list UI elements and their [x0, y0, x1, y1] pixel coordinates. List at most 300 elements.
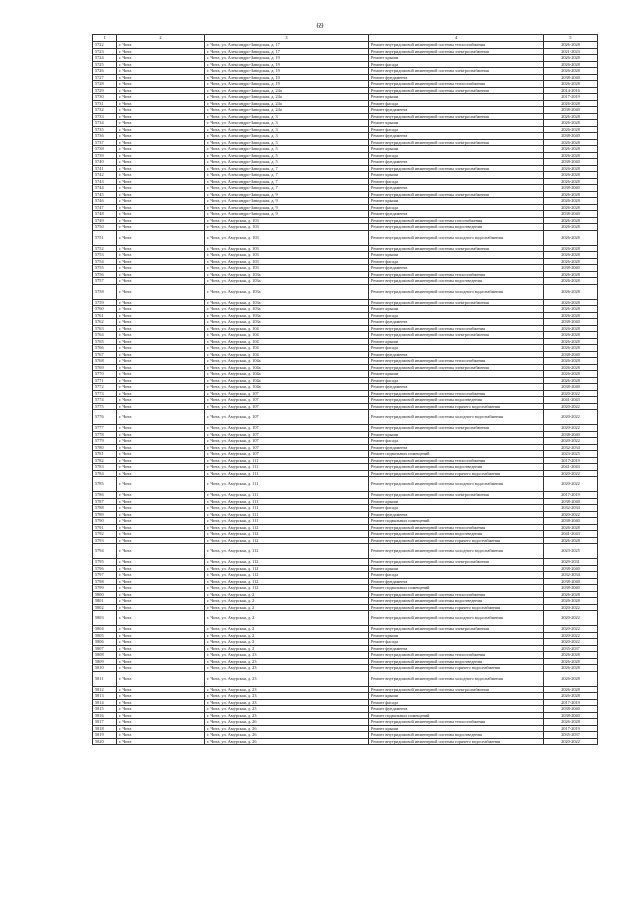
row-number-cell: 5813	[93, 693, 117, 700]
work-type-cell: Ремонт внутридомовой инженерной системы теплоснабжения	[369, 524, 544, 531]
municipality-cell: г. Чита	[117, 604, 205, 611]
municipality-cell: г. Чита	[117, 345, 205, 352]
row-number-cell: 5797	[93, 572, 117, 579]
municipality-cell: г. Чита	[117, 559, 205, 566]
address-cell: г. Чита, ул. Александро-Заводская, д. 19	[205, 74, 369, 81]
address-cell: г. Чита, ул. Амурская, д. 111	[205, 511, 369, 518]
row-number-cell: 5726	[93, 68, 117, 75]
period-cell: 2026-2028	[544, 191, 598, 198]
period-cell: 2026-2028	[544, 652, 598, 659]
period-cell: 2026-2028	[544, 217, 598, 224]
work-type-cell: Ремонт внутридомовой инженерной системы электроснабжения	[369, 48, 544, 55]
address-cell: г. Чита, ул. Амурская, д. 111	[205, 477, 369, 492]
municipality-cell: г. Чита	[117, 457, 205, 464]
work-type-cell: Ремонт фундамента	[369, 578, 544, 585]
table-row	[93, 738, 598, 745]
row-number-cell: 5727	[93, 74, 117, 81]
municipality-cell: г. Чита	[117, 146, 205, 153]
address-cell: г. Чита, ул. Амурская, д. 107	[205, 444, 369, 451]
work-type-cell: Ремонт фасада	[369, 505, 544, 512]
address-cell: г. Чита, ул. Амурская, д. 111	[205, 457, 369, 464]
row-number-cell: 5725	[93, 61, 117, 68]
municipality-cell: г. Чита	[117, 245, 205, 252]
municipality-cell: г. Чита	[117, 319, 205, 326]
period-cell: 2026-2028	[544, 152, 598, 159]
work-type-cell: Ремонт внутридомовой инженерной системы электроснабжения	[369, 492, 544, 499]
row-number-cell: 5791	[93, 524, 117, 531]
work-type-cell: Ремонт внутридомовой инженерной системы теплоснабжения	[369, 271, 544, 278]
row-number-cell: 5809	[93, 658, 117, 665]
work-type-cell: Ремонт внутридомовой инженерной системы теплоснабжения	[369, 719, 544, 726]
address-cell: г. Чита, ул. Александро-Заводская, д. 19	[205, 81, 369, 88]
period-cell: 2026-2028	[544, 312, 598, 319]
period-cell: 2038-2040	[544, 185, 598, 192]
row-number-cell: 5734	[93, 120, 117, 127]
address-cell: г. Чита, ул. Амурская, д. 23	[205, 693, 369, 700]
work-type-cell: Ремонт внутридомовой инженерной системы холодного водоснабжения	[369, 611, 544, 626]
municipality-cell: г. Чита	[117, 278, 205, 285]
municipality-cell: г. Чита	[117, 431, 205, 438]
municipality-cell: г. Чита	[117, 611, 205, 626]
municipality-cell: г. Чита	[117, 271, 205, 278]
row-number-cell: 5787	[93, 498, 117, 505]
work-type-cell: Ремонт фундамента	[369, 384, 544, 391]
work-type-cell: Ремонт фундамента	[369, 511, 544, 518]
row-number-cell: 5785	[93, 477, 117, 492]
work-type-cell: Ремонт фасада	[369, 345, 544, 352]
address-cell: г. Чита, ул. Амурская, д. 23	[205, 671, 369, 686]
municipality-cell: г. Чита	[117, 686, 205, 693]
table-row	[93, 544, 598, 559]
row-number-cell: 5762	[93, 319, 117, 326]
work-type-cell: Ремонт внутридомовой инженерной системы газоснабжения	[369, 217, 544, 224]
period-cell: 2026-2028	[544, 55, 598, 62]
municipality-cell: г. Чита	[117, 113, 205, 120]
row-number-cell: 5747	[93, 204, 117, 211]
row-number-cell: 5722	[93, 42, 117, 49]
address-cell: г. Чита, ул. Амурская, д. 103	[205, 217, 369, 224]
period-cell: 2017-2019	[544, 492, 598, 499]
row-number-cell: 5807	[93, 645, 117, 652]
row-number-cell: 5810	[93, 665, 117, 672]
address-cell: г. Чита, ул. Амурская, д. 26	[205, 719, 369, 726]
table-body	[93, 42, 598, 745]
municipality-cell: г. Чита	[117, 204, 205, 211]
period-cell: 2017-2019	[544, 725, 598, 732]
municipality-cell: г. Чита	[117, 159, 205, 166]
address-cell: г. Чита, ул. Амурская, д. 2	[205, 611, 369, 626]
work-type-cell: Ремонт внутридомовой инженерной системы горячего водоснабжения	[369, 403, 544, 410]
work-type-cell: Ремонт фасада	[369, 258, 544, 265]
municipality-cell: г. Чита	[117, 719, 205, 726]
period-cell: 2032-2034	[544, 572, 598, 579]
municipality-cell: г. Чита	[117, 152, 205, 159]
municipality-cell: г. Чита	[117, 217, 205, 224]
municipality-cell: г. Чита	[117, 699, 205, 706]
work-type-cell: Ремонт внутридомовой инженерной системы водоотведения	[369, 732, 544, 739]
municipality-cell: г. Чита	[117, 258, 205, 265]
row-number-cell: 5723	[93, 48, 117, 55]
work-type-cell: Ремонт внутридомовой инженерной системы горячего водоснабжения	[369, 665, 544, 672]
work-type-cell: Ремонт внутридомовой инженерной системы теплоснабжения	[369, 390, 544, 397]
municipality-cell: г. Чита	[117, 211, 205, 218]
period-cell: 2038-2040	[544, 319, 598, 326]
address-cell: г. Чита, ул. Амурская, д. 112	[205, 531, 369, 538]
address-cell: г. Чита, ул. Амурская, д. 26	[205, 725, 369, 732]
period-cell: 2038-2040	[544, 211, 598, 218]
municipality-cell: г. Чита	[117, 665, 205, 672]
row-number-cell: 5795	[93, 559, 117, 566]
municipality-cell: г. Чита	[117, 671, 205, 686]
work-type-cell: Ремонт фасада	[369, 639, 544, 646]
work-type-cell: Ремонт фасада	[369, 100, 544, 107]
address-cell: г. Чита, ул. Амурская, д. 107	[205, 425, 369, 432]
municipality-cell: г. Чита	[117, 139, 205, 146]
address-cell: г. Чита, ул. Александро-Заводская, д. 7	[205, 165, 369, 172]
municipality-cell: г. Чита	[117, 351, 205, 358]
municipality-cell: г. Чита	[117, 252, 205, 259]
municipality-cell: г. Чита	[117, 498, 205, 505]
work-type-cell: Ремонт крыши	[369, 565, 544, 572]
address-cell: г. Чита, ул. Амурская, д. 103	[205, 224, 369, 231]
work-type-cell: Ремонт внутридомовой инженерной системы теплоснабжения	[369, 591, 544, 598]
work-type-cell: Ремонт внутридомовой инженерной системы электроснабжения	[369, 245, 544, 252]
row-number-cell: 5733	[93, 113, 117, 120]
work-type-cell: Ремонт крыши	[369, 725, 544, 732]
address-cell: г. Чита, ул. Александро-Заводская, д. 9	[205, 191, 369, 198]
address-cell: г. Чита, ул. Амурская, д. 103	[205, 245, 369, 252]
address-cell: г. Чита, ул. Александро-Заводская, д. 24а	[205, 94, 369, 101]
address-cell: г. Чита, ул. Амурская, д. 26	[205, 732, 369, 739]
period-cell: 2038-2040	[544, 384, 598, 391]
work-type-cell: Ремонт внутридомовой инженерной системы водоотведения	[369, 224, 544, 231]
period-cell: 2026-2028	[544, 524, 598, 531]
municipality-cell: г. Чита	[117, 384, 205, 391]
period-cell: 2026-2028	[544, 198, 598, 205]
row-number-cell: 5750	[93, 224, 117, 231]
municipality-cell: г. Чита	[117, 645, 205, 652]
row-number-cell: 5800	[93, 591, 117, 598]
address-cell: г. Чита, ул. Амурская, д. 23	[205, 699, 369, 706]
period-cell: 2026-2028	[544, 693, 598, 700]
row-number-cell: 5746	[93, 198, 117, 205]
row-number-cell: 5776	[93, 410, 117, 425]
work-type-cell: Ремонт крыши	[369, 632, 544, 639]
period-cell: 2041-2043	[544, 531, 598, 538]
period-cell: 2023-2025	[544, 451, 598, 458]
row-number-cell: 5745	[93, 191, 117, 198]
address-cell: г. Чита, ул. Александро-Заводская, д. 5	[205, 159, 369, 166]
period-cell: 2026-2028	[544, 271, 598, 278]
address-cell: г. Чита, ул. Александро-Заводская, д. 19	[205, 61, 369, 68]
work-type-cell: Ремонт внутридомовой инженерной системы электроснабжения	[369, 364, 544, 371]
address-cell: г. Чита, ул. Амурская, д. 112	[205, 544, 369, 559]
municipality-cell: г. Чита	[117, 403, 205, 410]
row-number-cell: 5788	[93, 505, 117, 512]
work-type-cell: Ремонт крыши	[369, 172, 544, 179]
address-cell: г. Чита, ул. Амурская, д. 23	[205, 665, 369, 672]
municipality-cell: г. Чита	[117, 505, 205, 512]
address-cell: г. Чита, ул. Амурская, д. 107	[205, 403, 369, 410]
row-number-cell: 5811	[93, 671, 117, 686]
period-cell: 2026-2028	[544, 332, 598, 339]
row-number-cell: 5754	[93, 258, 117, 265]
municipality-cell: г. Чита	[117, 165, 205, 172]
work-type-cell: Ремонт фундамента	[369, 107, 544, 114]
work-type-cell: Ремонт фасада	[369, 438, 544, 445]
row-number-cell: 5732	[93, 107, 117, 114]
address-cell: г. Чита, ул. Александро-Заводская, д. 17	[205, 48, 369, 55]
table-header-row	[93, 35, 598, 42]
address-cell: г. Чита, ул. Амурская, д. 107	[205, 397, 369, 404]
work-type-cell: Ремонт внутридомовой инженерной системы теплоснабжения	[369, 652, 544, 659]
work-type-cell: Ремонт внутридомовой инженерной системы электроснабжения	[369, 191, 544, 198]
row-number-cell: 5761	[93, 312, 117, 319]
work-type-cell: Ремонт фасада	[369, 699, 544, 706]
address-cell: г. Чита, ул. Амурская, д. 111	[205, 492, 369, 499]
municipality-cell: г. Чита	[117, 306, 205, 313]
address-cell: г. Чита, ул. Амурская, д. 26	[205, 738, 369, 745]
work-type-cell: Ремонт внутридомовой инженерной системы холодного водоснабжения	[369, 284, 544, 299]
work-type-cell: Ремонт подвальных помещений	[369, 585, 544, 592]
period-cell: 2023-2025	[544, 544, 598, 559]
row-number-cell: 5782	[93, 457, 117, 464]
address-cell: г. Чита, ул. Амурская, д. 104а	[205, 384, 369, 391]
address-cell: г. Чита, ул. Амурская, д. 104а	[205, 358, 369, 365]
row-number-cell: 5775	[93, 403, 117, 410]
address-cell: г. Чита, ул. Амурская, д. 2	[205, 604, 369, 611]
address-cell: г. Чита, ул. Амурская, д. 103	[205, 258, 369, 265]
period-cell: 2026-2028	[544, 61, 598, 68]
address-cell: г. Чита, ул. Амурская, д. 103а	[205, 306, 369, 313]
column-header-5: 5	[544, 35, 598, 42]
row-number-cell: 5753	[93, 252, 117, 259]
work-type-cell: Ремонт внутридомовой инженерной системы электроснабжения	[369, 113, 544, 120]
address-cell: г. Чита, ул. Александро-Заводская, д. 19	[205, 55, 369, 62]
row-number-cell: 5729	[93, 87, 117, 94]
work-type-cell: Ремонт фундамента	[369, 351, 544, 358]
row-number-cell: 5742	[93, 172, 117, 179]
period-cell: 2020-2022	[544, 632, 598, 639]
row-number-cell: 5796	[93, 565, 117, 572]
address-cell: г. Чита, ул. Александро-Заводская, д. 3	[205, 120, 369, 127]
address-cell: г. Чита, ул. Александро-Заводская, д. 3	[205, 126, 369, 133]
column-header-2: 2	[117, 35, 205, 42]
period-cell: 2026-2028	[544, 671, 598, 686]
address-cell: г. Чита, ул. Амурская, д. 103	[205, 265, 369, 272]
work-type-cell: Ремонт внутридомовой инженерной системы электроснабжения	[369, 68, 544, 75]
municipality-cell: г. Чита	[117, 377, 205, 384]
row-number-cell: 5768	[93, 358, 117, 365]
address-cell: г. Чита, ул. Александро-Заводская, д. 5	[205, 146, 369, 153]
address-cell: г. Чита, ул. Александро-Заводская, д. 24а	[205, 107, 369, 114]
period-cell: 2026-2028	[544, 338, 598, 345]
address-cell: г. Чита, ул. Амурская, д. 111	[205, 470, 369, 477]
address-cell: г. Чита, ул. Амурская, д. 111	[205, 518, 369, 525]
address-cell: г. Чита, ул. Амурская, д. 103а	[205, 299, 369, 306]
row-number-cell: 5772	[93, 384, 117, 391]
municipality-cell: г. Чита	[117, 61, 205, 68]
municipality-cell: г. Чита	[117, 87, 205, 94]
municipality-cell: г. Чита	[117, 48, 205, 55]
row-number-cell: 5771	[93, 377, 117, 384]
work-type-cell: Ремонт внутридомовой инженерной системы горячего водоснабжения	[369, 537, 544, 544]
address-cell: г. Чита, ул. Амурская, д. 103а	[205, 319, 369, 326]
period-cell: 2032-2034	[544, 444, 598, 451]
row-number-cell: 5743	[93, 178, 117, 185]
municipality-cell: г. Чита	[117, 230, 205, 245]
municipality-cell: г. Чита	[117, 133, 205, 140]
municipality-cell: г. Чита	[117, 658, 205, 665]
work-type-cell: Ремонт внутридомовой инженерной системы теплоснабжения	[369, 42, 544, 49]
municipality-cell: г. Чита	[117, 738, 205, 745]
work-type-cell: Ремонт крыши	[369, 198, 544, 205]
municipality-cell: г. Чита	[117, 364, 205, 371]
address-cell: г. Чита, ул. Амурская, д. 23	[205, 706, 369, 713]
row-number-cell: 5784	[93, 470, 117, 477]
period-cell: 2041-2043	[544, 464, 598, 471]
address-cell: г. Чита, ул. Александро-Заводская, д. 7	[205, 172, 369, 179]
work-type-cell: Ремонт внутридомовой инженерной системы водоотведения	[369, 598, 544, 605]
period-cell: 2021-2023	[544, 48, 598, 55]
address-cell: г. Чита, ул. Амурская, д. 107	[205, 410, 369, 425]
period-cell: 2026-2028	[544, 598, 598, 605]
period-cell: 2026-2028	[544, 68, 598, 75]
period-cell: 2020-2022	[544, 604, 598, 611]
work-type-cell: Ремонт внутридомовой инженерной системы водоотведения	[369, 278, 544, 285]
municipality-cell: г. Чита	[117, 732, 205, 739]
row-number-cell: 5804	[93, 626, 117, 633]
municipality-cell: г. Чита	[117, 626, 205, 633]
work-type-cell: Ремонт фундамента	[369, 706, 544, 713]
period-cell: 2020-2022	[544, 738, 598, 745]
period-cell: 2026-2028	[544, 364, 598, 371]
row-number-cell: 5794	[93, 544, 117, 559]
municipality-cell: г. Чита	[117, 639, 205, 646]
row-number-cell: 5764	[93, 332, 117, 339]
work-type-cell: Ремонт внутридомовой инженерной системы горячего водоснабжения	[369, 470, 544, 477]
work-type-cell: Ремонт фасада	[369, 126, 544, 133]
row-number-cell: 5803	[93, 611, 117, 626]
period-cell: 2035-2037	[544, 732, 598, 739]
period-cell: 2038-2040	[544, 265, 598, 272]
period-cell: 2026-2028	[544, 120, 598, 127]
municipality-cell: г. Чита	[117, 632, 205, 639]
row-number-cell: 5773	[93, 390, 117, 397]
address-cell: г. Чита, ул. Амурская, д. 104а	[205, 377, 369, 384]
municipality-cell: г. Чита	[117, 725, 205, 732]
capital-repair-table	[92, 34, 598, 745]
municipality-cell: г. Чита	[117, 578, 205, 585]
period-cell: 2038-2040	[544, 706, 598, 713]
row-number-cell: 5735	[93, 126, 117, 133]
period-cell: 2038-2040	[544, 133, 598, 140]
period-cell: 2038-2040	[544, 498, 598, 505]
row-number-cell: 5752	[93, 245, 117, 252]
row-number-cell: 5786	[93, 492, 117, 499]
municipality-cell: г. Чита	[117, 120, 205, 127]
municipality-cell: г. Чита	[117, 451, 205, 458]
row-number-cell: 5819	[93, 732, 117, 739]
work-type-cell: Ремонт внутридомовой инженерной системы электроснабжения	[369, 626, 544, 633]
row-number-cell: 5793	[93, 537, 117, 544]
period-cell: 2038-2040	[544, 74, 598, 81]
work-type-cell: Ремонт фундамента	[369, 211, 544, 218]
municipality-cell: г. Чита	[117, 585, 205, 592]
period-cell: 2026-2028	[544, 165, 598, 172]
work-type-cell: Ремонт внутридомовой инженерной системы электроснабжения	[369, 87, 544, 94]
work-type-cell: Ремонт фундамента	[369, 265, 544, 272]
municipality-cell: г. Чита	[117, 390, 205, 397]
row-number-cell: 5798	[93, 578, 117, 585]
address-cell: г. Чита, ул. Амурская, д. 107	[205, 438, 369, 445]
municipality-cell: г. Чита	[117, 178, 205, 185]
address-cell: г. Чита, ул. Амурская, д. 103а	[205, 278, 369, 285]
address-cell: г. Чита, ул. Александро-Заводская, д. 9	[205, 198, 369, 205]
row-number-cell: 5740	[93, 159, 117, 166]
work-type-cell: Ремонт фундамента	[369, 159, 544, 166]
period-cell: 2020-2022	[544, 470, 598, 477]
row-number-cell: 5769	[93, 364, 117, 371]
work-type-cell: Ремонт фасада	[369, 152, 544, 159]
municipality-cell: г. Чита	[117, 693, 205, 700]
municipality-cell: г. Чита	[117, 107, 205, 114]
work-type-cell: Ремонт фундамента	[369, 133, 544, 140]
address-cell: г. Чита, ул. Амурская, д. 112	[205, 585, 369, 592]
address-cell: г. Чита, ул. Амурская, д. 112	[205, 524, 369, 531]
address-cell: г. Чита, ул. Амурская, д. 112	[205, 537, 369, 544]
address-cell: г. Чита, ул. Амурская, д. 104а	[205, 371, 369, 378]
work-type-cell: Ремонт фундамента	[369, 185, 544, 192]
row-number-cell: 5808	[93, 652, 117, 659]
period-cell: 2026-2028	[544, 686, 598, 693]
address-cell: г. Чита, ул. Александро-Заводская, д. 19	[205, 68, 369, 75]
municipality-cell: г. Чита	[117, 477, 205, 492]
period-cell: 2026-2028	[544, 299, 598, 306]
work-type-cell: Ремонт внутридомовой инженерной системы электроснабжения	[369, 139, 544, 146]
row-number-cell: 5751	[93, 230, 117, 245]
row-number-cell: 5789	[93, 511, 117, 518]
municipality-cell: г. Чита	[117, 68, 205, 75]
row-number-cell: 5770	[93, 371, 117, 378]
period-cell: 2020-2022	[544, 511, 598, 518]
period-cell: 2017-2019	[544, 699, 598, 706]
period-cell: 2026-2028	[544, 42, 598, 49]
period-cell: 2020-2022	[544, 611, 598, 626]
address-cell: г. Чита, ул. Александро-Заводская, д. 9	[205, 204, 369, 211]
address-cell: г. Чита, ул. Александро-Заводская, д. 3	[205, 113, 369, 120]
period-cell: 2026-2028	[544, 172, 598, 179]
municipality-cell: г. Чита	[117, 464, 205, 471]
municipality-cell: г. Чита	[117, 444, 205, 451]
row-number-cell: 5799	[93, 585, 117, 592]
period-cell: 2038-2040	[544, 107, 598, 114]
period-cell: 2026-2028	[544, 358, 598, 365]
table-row	[93, 671, 598, 686]
table-row	[93, 410, 598, 425]
row-number-cell: 5763	[93, 325, 117, 332]
work-type-cell: Ремонт внутридомовой инженерной системы холодного водоснабжения	[369, 544, 544, 559]
period-cell: 2038-2040	[544, 565, 598, 572]
work-type-cell: Ремонт фасада	[369, 572, 544, 579]
address-cell: г. Чита, ул. Амурская, д. 103а	[205, 284, 369, 299]
address-cell: г. Чита, ул. Амурская, д. 104	[205, 338, 369, 345]
period-cell: 2026-2028	[544, 665, 598, 672]
work-type-cell: Ремонт внутридомовой инженерной системы водоотведения	[369, 531, 544, 538]
period-cell: 2038-2040	[544, 518, 598, 525]
municipality-cell: г. Чита	[117, 198, 205, 205]
row-number-cell: 5812	[93, 686, 117, 693]
